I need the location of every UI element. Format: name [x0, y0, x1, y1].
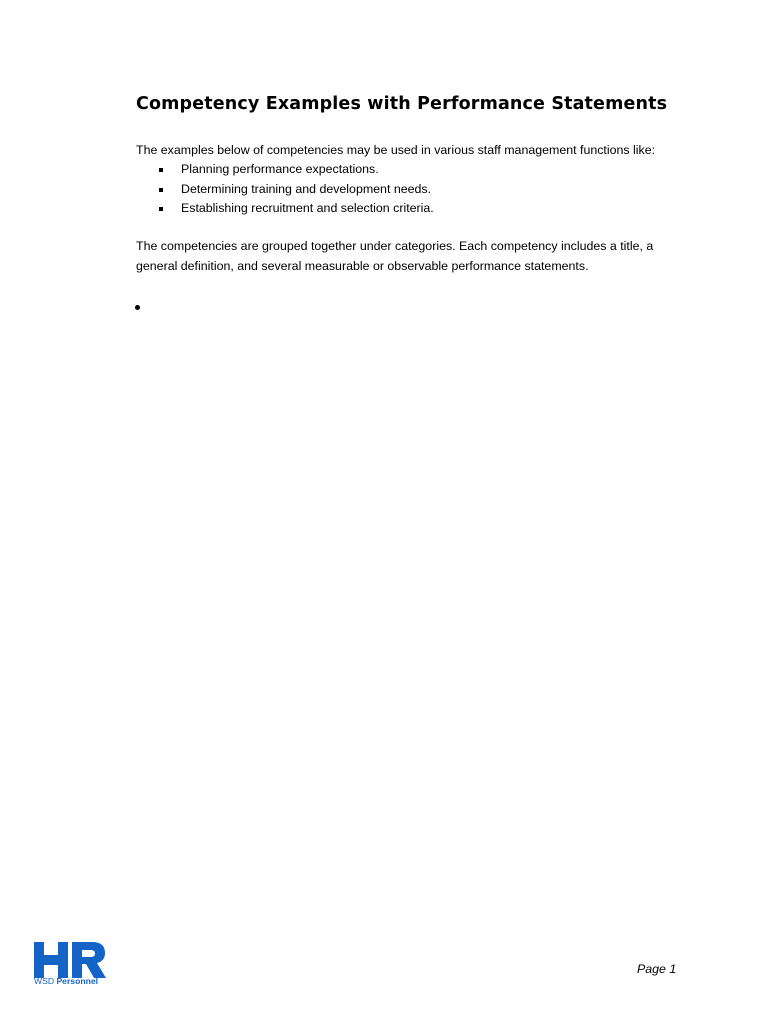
logo-org-text: WSD: [34, 976, 55, 986]
square-bullet-icon: [159, 207, 163, 211]
square-bullet-icon: [159, 168, 163, 172]
page-number: Page 1: [637, 962, 677, 976]
hr-logo-icon: [34, 942, 106, 978]
logo-caption: [34, 976, 98, 986]
square-bullet-icon: [159, 188, 163, 192]
list-item-text: Planning performance expectations.: [181, 162, 379, 176]
hr-logo: [34, 942, 108, 988]
intro-paragraph: The examples below of competencies may be used in various staff management functions like:: [136, 143, 656, 157]
document-title: Competency Examples with Performance Statements: [136, 94, 668, 114]
logo-dept-text: Personnel: [56, 976, 99, 986]
empty-bullet-icon: [135, 305, 140, 310]
list-item-text: Establishing recruitment and selection criteria.: [181, 201, 434, 215]
list-item-text: Determining training and development needs.: [181, 181, 432, 196]
description-paragraph: The competencies are grouped together under categories. Each competency includes a title, a general definition, and several measurable or observable performance statements.: [136, 239, 654, 273]
